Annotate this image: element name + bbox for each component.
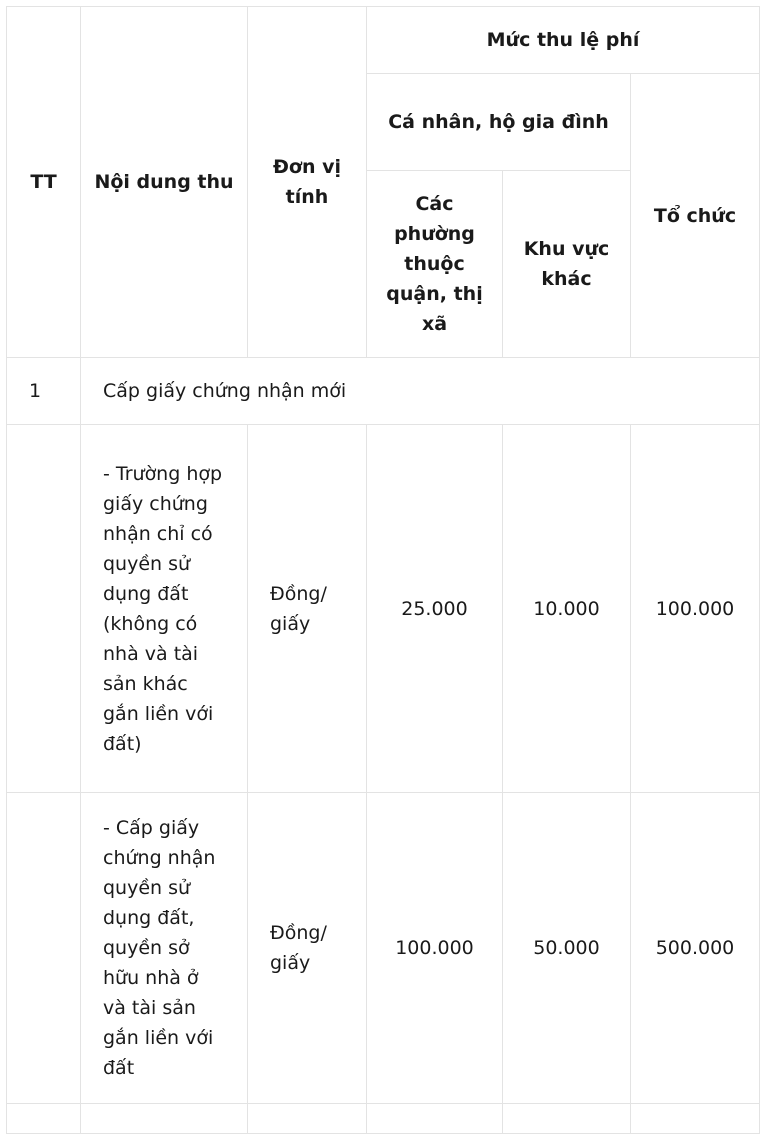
- header-tt: TT: [7, 7, 81, 358]
- row-cell: [248, 1104, 367, 1134]
- table-row: [7, 425, 760, 793]
- row-fee-org: 500.000: [631, 793, 760, 1104]
- header-other: Khu vực khác: [503, 171, 631, 358]
- row-unit: Đồng/ giấy: [248, 793, 367, 1104]
- row-fee-urban: 100.000: [367, 793, 503, 1104]
- section-tt: 1: [7, 358, 81, 425]
- row-tt: [7, 425, 81, 793]
- row-fee-other: 50.000: [503, 793, 631, 1104]
- section-row: [7, 358, 760, 425]
- header-org: Tổ chức: [631, 74, 760, 358]
- header-urban: Các phường thuộc quận, thị xã: [367, 171, 503, 358]
- row-content: - Trường hợp giấy chứng nhận chỉ có quyền sử dụng đất (không có nhà và tài sản khác gắn liền với đất): [81, 425, 248, 793]
- row-fee-org: 100.000: [631, 425, 760, 793]
- row-cell: [367, 1104, 503, 1134]
- row-cell: [81, 1104, 248, 1134]
- row-cell: [7, 1104, 81, 1134]
- row-cell: [503, 1104, 631, 1134]
- fee-table: [6, 6, 760, 1134]
- table-row: [7, 1104, 760, 1134]
- header-row: [7, 7, 760, 74]
- row-unit: Đồng/ giấy: [248, 425, 367, 793]
- row-fee-urban: 25.000: [367, 425, 503, 793]
- header-unit: Đơn vị tính: [248, 7, 367, 358]
- row-fee-other: 10.000: [503, 425, 631, 793]
- section-title: Cấp giấy chứng nhận mới: [81, 358, 760, 425]
- header-content: Nội dung thu: [81, 7, 248, 358]
- row-cell: [631, 1104, 760, 1134]
- row-tt: [7, 793, 81, 1104]
- header-individual: Cá nhân, hộ gia đình: [367, 74, 631, 171]
- row-content: - Cấp giấy chứng nhận quyền sử dụng đất, quyền sở hữu nhà ở và tài sản gắn liền với đất: [81, 793, 248, 1104]
- table-row: [7, 793, 760, 1104]
- header-fee-level: Mức thu lệ phí: [367, 7, 760, 74]
